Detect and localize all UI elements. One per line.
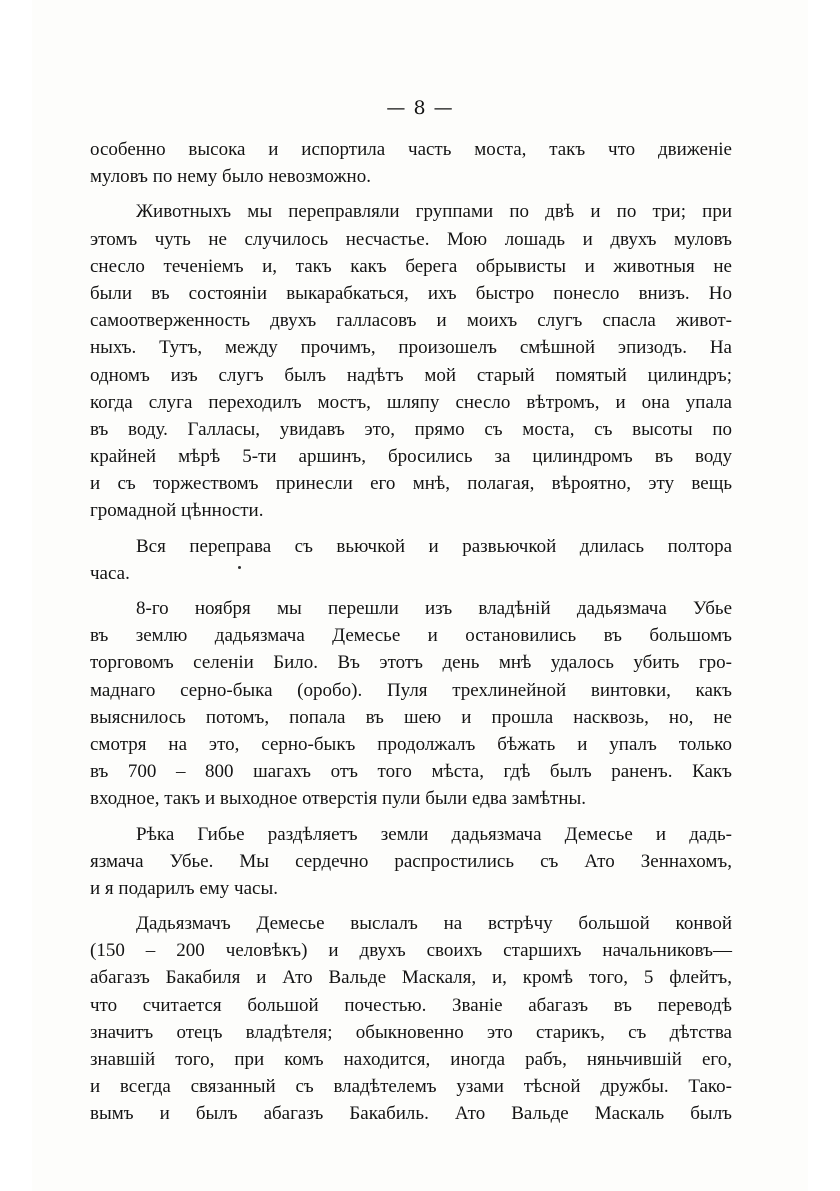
text-line: были въ состоянiи выкарабкаться, ихъ быстро понесло внизъ. Но [90, 282, 732, 304]
text-line: когда слуга переходилъ мостъ, шляпу снесло вѣтромъ, и она упала [90, 391, 732, 413]
text-line: торговомъ селенiи Било. Въ этотъ день мнѣ удалось убить гро- [90, 652, 732, 674]
text-line: абагазъ Бакабиля и Ато Вальде Маскаля, и, кромѣ того, 5 флейтъ, [90, 967, 732, 989]
paragraph [90, 198, 732, 524]
paragraph [90, 136, 732, 190]
text-line: часа. [90, 562, 130, 584]
text-line: громадной цѣнности. [90, 500, 264, 522]
text-line: крайней мѣрѣ 5-ти аршинъ, бросились за цилиндромъ въ воду [90, 446, 732, 468]
text-line: маднаго серно-быка (оробо). Пуля трехлинейной винтовки, какъ [90, 679, 732, 701]
text-line: язмача Убье. Мы сердечно распростились съ Ато Зеннахомъ, [90, 850, 732, 872]
text-line: самоотверженность двухъ галласовъ и моихъ слугъ спасла живот- [90, 310, 732, 332]
text-line: одномъ изъ слугъ былъ надѣтъ мой старый помятый цилиндръ; [90, 364, 732, 386]
text-line: знавшiй того, при комъ находится, иногда рабъ, няньчившiй его, [90, 1049, 732, 1070]
text-line: смотря на это, серно-быкъ продолжалъ бѣжать и упалъ только [90, 733, 732, 755]
text-line: Животныхъ мы переправляли группами по двѣ и по три; при [136, 201, 732, 223]
text-line: этомъ чуть не случилось несчастье. Мою лошадь и двухъ муловъ [90, 228, 732, 250]
text-line: въ воду. Галласы, увидавъ это, прямо съ моста, съ высоты по [90, 418, 732, 440]
page-number: — 8 — [386, 97, 454, 119]
text-line: Рѣка Гибье раздѣляетъ земли дадьязмача Демесье и дадь- [136, 823, 732, 845]
paragraph [90, 821, 732, 903]
text-line: Вся переправа съ вьючкой и развьючкой длилась полтора [136, 535, 732, 557]
text-line: значитъ отецъ владѣтеля; обыкновенно это старикъ, съ дѣтства [90, 1021, 732, 1043]
text-line: въ землю дадьязмача Демесье и остановились въ большомъ [90, 625, 732, 647]
text-line: и съ торжествомъ принесли его мнѣ, полагая, вѣроятно, эту вещь [90, 473, 732, 495]
text-line: ныхъ. Тутъ, между прочимъ, произошелъ смѣшной эпизодъ. На [90, 337, 732, 359]
text-line: снесло теченiемъ и, такъ какъ берега обрывисты и животныя не [90, 255, 732, 277]
text-line: особенно высока и испортила часть моста, такъ что движенiе [90, 139, 732, 160]
text-line: въ 700 – 800 шагахъ отъ того мѣста, гдѣ былъ раненъ. Какъ [90, 761, 732, 783]
text-line: и я подарилъ ему часы. [90, 877, 278, 899]
text-line: 8-го ноября мы перешли изъ владѣнiй дадьязмача Убье [136, 598, 732, 619]
text-line: выяснилось потомъ, попала въ шею и прошла насквозь, но, не [90, 706, 732, 728]
text-line: (150 – 200 человѣкъ) и двухъ своихъ старшихъ начальниковъ— [90, 940, 732, 962]
ink-speck [238, 566, 241, 569]
text-line: муловъ по нему было невозможно. [90, 166, 371, 188]
paragraph [90, 910, 732, 1128]
body-text [90, 136, 732, 1128]
text-line: что считается большой почестью. Званiе абагазъ въ переводѣ [90, 994, 732, 1016]
text-line: и всегда связанный съ владѣтелемъ узами тѣсной дружбы. Тако- [90, 1076, 732, 1098]
paragraph [90, 595, 732, 813]
book-page [32, 0, 808, 1191]
paragraph [90, 533, 732, 587]
text-line: вымъ и былъ абагазъ Бакабиль. Ато Вальде Маскаль былъ [90, 1103, 732, 1125]
text-line: входное, такъ и выходное отверстiя пули были едва замѣтны. [90, 788, 587, 810]
text-line: Дадьязмачъ Демесье выслалъ на встрѣчу большой конвой [136, 913, 732, 935]
